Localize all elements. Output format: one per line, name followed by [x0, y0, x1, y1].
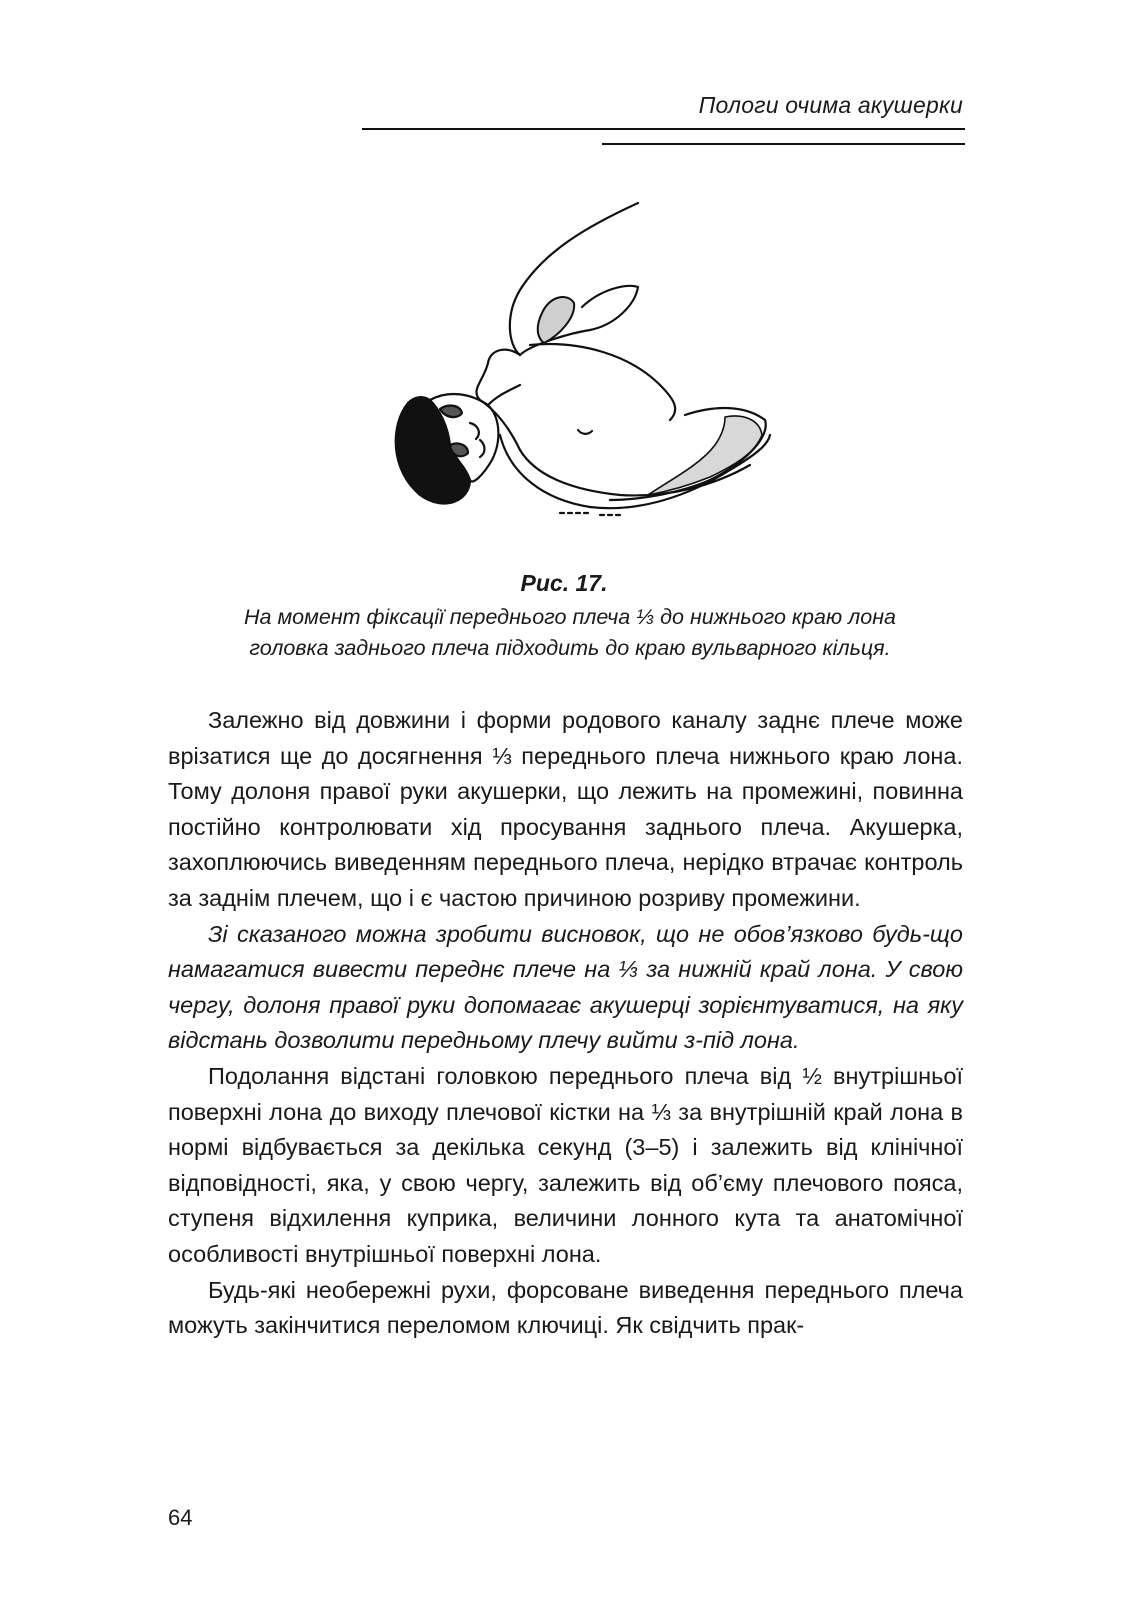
shaded-patch	[538, 297, 574, 343]
figure-caption-line-1: На момент фіксації переднього плеча ⅓ до нижнього краю лона	[243, 605, 896, 629]
paragraph-3: Подолання відстані головкою переднього плеча від ½ внутрішньої поверхні лона до виходу плечової кістки на ⅓ за внутрішній край лона в нормі відбувається за декілька секунд (3–5) і залежить від клінічної відповідності, яка, у свою чергу, залежить від об’єму плечового пояса, ступеня відхилення куприка, величини лонного кута та анатомічної особливості внутрішньої поверхні лона.	[168, 1062, 963, 1267]
dash-line	[560, 513, 620, 515]
shoulder-line	[530, 344, 675, 420]
eye-upper	[440, 406, 462, 418]
paragraph-2: Зі сказаного можна зробити висновок, що не обов’язково будь-що намагатися вивести переднє плече на ⅓ за нижній край лона. У свою чергу, долоня правої руки допомагає акушерці зорієнтуватися, на яку відстань дозволити передньому плечу вийти з-під лона.	[168, 920, 963, 1054]
shoulder-inner	[578, 430, 592, 434]
figure-label: Рис. 17.	[520, 570, 608, 596]
mouth	[480, 440, 485, 457]
paragraph-1: Залежно від довжини і форми родового каналу заднє плече може врізатися ще до досягнення ⅓ переднього плеча нижнього краю лона. Тому долоня правої руки акушерки, що лежить на промежині, повинна постійно контролювати хід просування заднього плеча. Акушерка, захоплюючись виведенням переднього плеча, нерідко втрачає контроль за заднім плечем, що і є частою причиною розриву промежини.	[168, 707, 963, 911]
header-rule-short	[602, 143, 965, 145]
body-text	[168, 703, 963, 1344]
figure-caption	[170, 602, 970, 664]
figure-caption-line-2: головка заднього плеча підходить до краю вульварного кільця.	[249, 636, 891, 660]
neck	[488, 385, 520, 405]
nose	[470, 423, 479, 439]
paragraph-4: Будь-які необережні рухи, форсоване виведення переднього плеча можуть закінчитися переломом ключиці. Як свідчить прак-	[168, 1276, 963, 1339]
page-number: 64	[168, 1505, 193, 1530]
figure-illustration	[330, 195, 800, 550]
header-rule-long	[362, 128, 965, 130]
running-head: Пологи очима акушерки	[698, 92, 963, 118]
